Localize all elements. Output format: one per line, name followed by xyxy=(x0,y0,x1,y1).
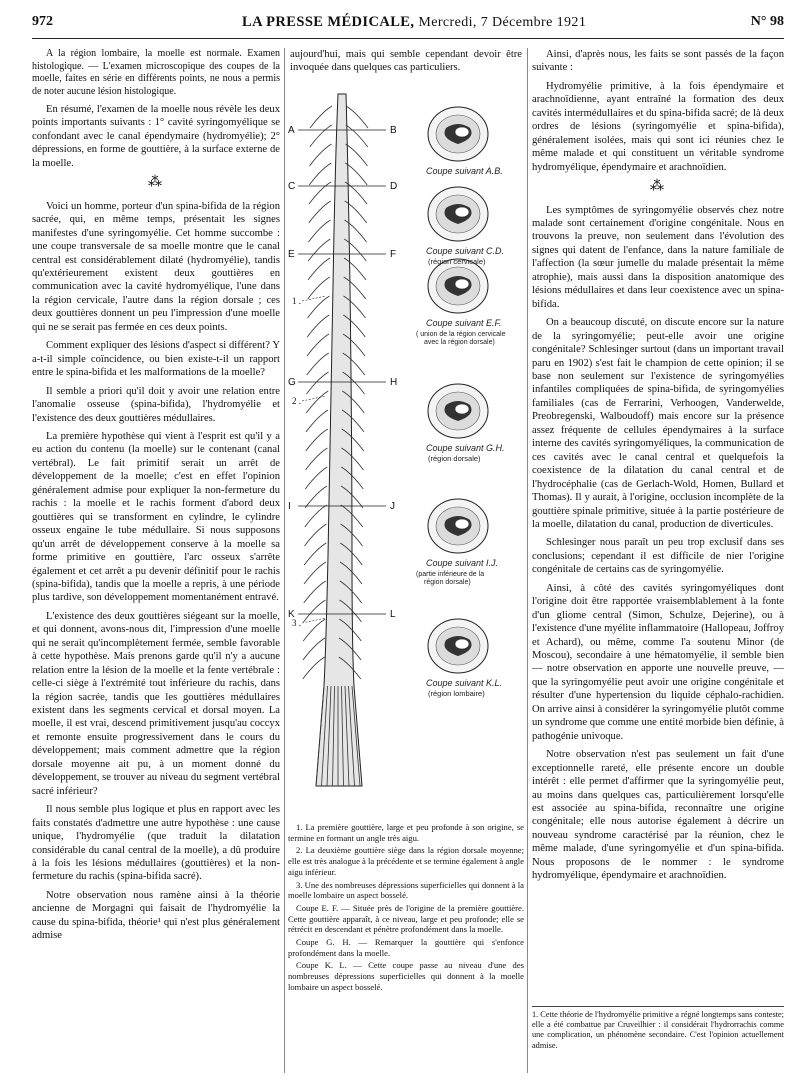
nerve-root xyxy=(309,182,331,204)
central-cavity xyxy=(455,639,469,649)
section-label-left: A xyxy=(288,125,295,136)
cross-section xyxy=(428,384,488,438)
nerve-root xyxy=(310,125,332,147)
footnote: 1. Cette théorie de l'hydromyélie primitive a régné longtemps sans conteste; elle a été combattue par Cruveilhier : il considérait l'hydrorrachis comme une complication, un phénomène secondaire. C'est l'opinion actuellement admise. xyxy=(532,1006,784,1051)
paragraph: Ainsi, à côté des cavités syringomyéliques dont l'origine doit être rapportée vraisemblablement à la fonte d'un gliome central (Simon, Schulze, Dejerine), ou à l'existence d'une myélite inflammatoire (Hallopeau, Joffroy et Achard), ou même, comme l'a soutenu Minor (de Moscou), secondaire à une hématomyélie, il semble bien — notre observation en apporte une nouvelle preuve, — que la syringomyélie peut avoir une origine congénitale et résulter d'une hypertension du liquide céphalo-rachidien. On arrive ainsi à considérer la syringomyélie plutôt comme un syndrome que comme une entité morbide bien définie, à pathogénie univoque. xyxy=(532,582,784,742)
section-stars: ⁂ xyxy=(148,175,164,191)
issue-date: Mercredi, 7 Décembre 1921 xyxy=(418,15,587,30)
legend-item: Coupe G. H. — Remarquer la gouttière qui s'enfonce profondément dans la moelle. xyxy=(288,937,524,958)
section-caption-sub: ( union de la région cervicale xyxy=(416,331,506,338)
central-cavity xyxy=(455,127,469,137)
paragraph: Il semble a priori qu'il doit y avoir une relation entre l'anomalie osseuse (spina-bifida), l'hydromyélie et l'existence des deux gouttières médullaires. xyxy=(32,385,280,424)
nerve-root xyxy=(306,448,328,470)
cross-section xyxy=(428,619,488,673)
journal-name: LA PRESSE MÉDICALE, xyxy=(242,14,415,30)
paragraph: Schlesinger nous paraît un peu trop exclusif dans ses conclusions; cependant il est difficile de nier l'origine congénitale de certains cas de syringomyélie. xyxy=(532,537,784,576)
section-label-left: K xyxy=(288,609,295,620)
section-caption-sub: avec la région dorsale) xyxy=(424,339,495,346)
page-number: 972 xyxy=(32,14,53,29)
paragraph: Comment expliquer des lésions d'aspect si différent? Y a-t-il simple coïncidence, ou bien existe-t-il un rapport entre le spina-bifida et les malformations de la moelle? xyxy=(32,340,280,379)
nerve-root xyxy=(307,372,329,394)
paragraph: En résumé, l'examen de la moelle nous révèle les deux points importants suivants : 1° cavité syringomyélique se confondant avec le canal épendymaire (hydromyélie); 2° dépressions, en forme de gouttière, à la surface externe de la moelle. xyxy=(32,104,280,169)
paragraph: Hydromyélie primitive, à la fois épendymaire et arachnoïdienne, ayant entraîné la formation des deux cavités intermédullaires et du spina-bifida sacré; de là deux ordres de lésions (syringomyélie et spina-bifida), généralement isolées, mais qui sont ici réunies chez le même malade et qui constituent un véritable syndrome hydromyélique, épendymaire et arachnoïdien. xyxy=(532,80,784,173)
pointer-number: 2 . xyxy=(292,396,301,406)
nerve-root xyxy=(309,220,331,242)
nerve-root xyxy=(308,239,330,261)
central-cavity xyxy=(455,207,469,217)
section-label-right: J xyxy=(390,501,395,512)
column-left xyxy=(32,48,280,1073)
legend-item: Coupe E. F. — Située près de l'origine de la première gouttière. Cette gouttière apparaît, à ce niveau, large et peu profonde; elle se rétrécit en descendant et pénètre profondément dans la moelle. xyxy=(288,902,524,935)
section-caption: Coupe suivant G.H. xyxy=(426,443,505,453)
nerve-root xyxy=(304,600,326,622)
cross-section xyxy=(428,259,488,313)
figure-legend xyxy=(288,822,524,995)
journal-title xyxy=(242,14,586,31)
paragraph: A la région lombaire, la moelle est normale. Examen histologique. — L'examen microscopique des coupes de la moelle, faites en série en différents points, ne nous a permis de noter aucune lésion histologique. xyxy=(32,48,280,97)
nerve-root xyxy=(309,201,331,223)
cross-section xyxy=(428,187,488,241)
nerve-root xyxy=(308,258,330,280)
nerve-root xyxy=(303,657,325,679)
spinal-cord-figure xyxy=(286,86,524,816)
section-stars: ⁂ xyxy=(650,179,666,195)
paragraph: On a beaucoup discuté, on discute encore sur la nature de la syringomyélie; peut-elle avoir une origine congénitale? Schlesinger surtout (dans un important travail paru en 1902) s'est fait le champion de cette opinion; il se base non seulement sur l'existence de syringomyélies infantiles compliquées de spina-bifida, de syringomyélies familiales (cas de Ferrarini, Verhoogen, Vanderwelde, Preobregenski, Walboudoff) mais encore sur la présence assez fréquente de cellules épendymaires à la surface interne des cavités syringomyéliques, la communication de ces cavités avec le canal central et quelquefois la coexistence de la dilatation du canal central et de l'hydrocéphalie (cas de Gerlach-Wold, Homen, Bullard et Thomas). Il y aurait, à l'origine, occlusion incomplète de la gouttière spinale primitive, située à la partie postérieure de la moelle, dilatation du canal, production de diverticules. xyxy=(532,317,784,530)
section-label-left: G xyxy=(288,377,296,388)
central-cavity xyxy=(455,404,469,414)
nerve-root xyxy=(306,410,328,432)
cross-section xyxy=(428,107,488,161)
column-right xyxy=(532,48,784,1073)
section-caption: Coupe suivant A.B. xyxy=(426,166,503,176)
nerve-root xyxy=(310,144,332,166)
section-caption: Coupe suivant C.D. xyxy=(426,246,505,256)
nerve-root xyxy=(303,638,325,660)
nerve-root xyxy=(304,562,326,584)
legend-item: 1. La première gouttière, large et peu profonde à son origine, se termine en formant un angle très aigu. xyxy=(288,822,524,843)
section-caption-sub: (région lombaire) xyxy=(428,689,485,698)
section-caption: Coupe suivant I.J. xyxy=(426,558,499,568)
nerve-root xyxy=(304,543,326,565)
nerve-root xyxy=(346,144,368,166)
column-rule xyxy=(527,48,528,1073)
paragraph: Il nous semble plus logique et plus en rapport avec les faits constatés d'admettre une autre hypothèse : une cause unique, l'hydromyélie (que traduit la dilatation considérable du canal central de la moelle), a dû produire à la fois les lésions médullaires (gouttières) et la non-fermeture du rachis (spina-bifida sacré). xyxy=(32,804,280,883)
section-caption: Coupe suivant K.L. xyxy=(426,678,503,688)
pointer-line xyxy=(302,296,326,301)
nerve-root xyxy=(307,334,329,356)
nerve-root xyxy=(305,505,327,527)
column-middle-text: aujourd'hui, mais qui semble cependant devoir être invoquée dans quelques cas particuliers. xyxy=(290,49,522,74)
section-caption-sub: (partie inférieure de la xyxy=(416,571,485,578)
section-caption: Coupe suivant E.F. xyxy=(426,318,502,328)
legend-item: 2. La deuxième gouttière siège dans la région dorsale moyenne; elle est très analogue à la précédente et se termine également à angle aigu inférieur. xyxy=(288,845,524,877)
nerve-root xyxy=(346,125,368,147)
nerve-root xyxy=(307,315,329,337)
central-cavity xyxy=(455,279,469,289)
pointer-line xyxy=(302,396,326,401)
paragraph: L'existence des deux gouttières siégeant sur la moelle, et qui donnent, avons-nous dit, l'impression d'une moelle qui ne serait qu'incomplètement fermée, semble favorable à cette hypothèse. Mais prenons garde qu'il n'y a aucune relation entre la lésion de la moelle et la fente vertébrale : celle-ci siège à l'extrémité tout inférieure du rachis, dans la région sacrée, tandis que les gouttières médullaires existent dans les segments cervical et dorsal moyen. La moelle, il est vrai, descend primitivement jusqu'au coccyx et remonte ensuite progressivement dans le cours du développement; mais comment admettre que la région dorsale moyenne ait pu, à un moment donné du développement, se trouver au niveau du segment vertébral sacré inférieur? xyxy=(32,610,280,797)
section-caption-sub: (région dorsale) xyxy=(428,454,481,463)
section-label-right: B xyxy=(390,125,397,136)
paragraph: Voici un homme, porteur d'un spina-bifida de la région sacrée, qui, en même temps, présentait les signes manifestes d'une syringomyélie. Cet homme succombe : une coupe transversale de sa moelle montre que le canal central est considérablement dilaté (hydromyélie), tandis qu'extérieurement existent deux gouttières en communication avec la cavité hydromyélique, l'une dans la région cervicale, l'autre dans la région dorsale ; ces deux gouttières donnent un peu l'impression d'une moelle qui ne se serait pas fermée en ces deux points. xyxy=(32,200,280,333)
nerve-root xyxy=(305,467,327,489)
section-label-left: I xyxy=(288,501,291,512)
section-label-right: F xyxy=(390,249,397,260)
column-rule xyxy=(284,48,285,1073)
paragraph: Les symptômes de syringomyélie observés chez notre malade sont certainement d'origine congénitale. Nous en trouvons la preuve, non seulement dans l'évolution des signes qui datent de l'enfance, dans la nature familiale de l'affection (la sœur jumelle du malade présentait la même atrophie), mais aussi dans la disposition anatomique des lésions médullaires et dans leur coexistence avec un spina-bifida. xyxy=(532,204,784,310)
nerve-root xyxy=(304,581,326,603)
nerve-root xyxy=(305,486,327,508)
section-caption-sub: (région cervicale) xyxy=(428,257,486,266)
nerve-root xyxy=(305,524,327,546)
section-label-left: C xyxy=(288,181,296,192)
nerve-root xyxy=(310,106,332,128)
central-cavity xyxy=(455,519,469,529)
issue-number: N° 98 xyxy=(750,14,784,29)
page-header xyxy=(32,14,784,39)
nerve-root xyxy=(307,353,329,375)
legend-item: 3. Une des nombreuses dépressions superficielles qui donnent à la moelle lombaire un aspect bosselé. xyxy=(288,879,524,901)
nerve-root xyxy=(309,163,331,185)
nerve-root xyxy=(306,429,328,451)
paragraph: La première hypothèse qui vient à l'esprit est qu'il y a eu action du contenu (la moelle) sur le contenant (canal vertébral). Le fait primitif serait un arrêt de développement de la moelle; c'est en effet l'opinion généralement admise pour expliquer la non-fermeture du rachis : la moelle et le rachis forment d'abord deux gouttières qui se transforment en cylindre, le cylindre osseux engaine le tube médullaire. Si nous supposons qu'un arrêt de développement conserve à la moelle sa forme primitive en gouttière, l'arc osseux s'arrête également et cet arrêt a pu devenir définitif pour le rachis (spina-bifida), tandis que la moelle a repris, à une période plus tardive, son développement momentanément entravé. xyxy=(32,430,280,604)
section-label-right: D xyxy=(390,181,398,192)
legend-item: Coupe K. L. — Cette coupe passe au niveau d'une des nombreuses dépressions superficielles qui donnent à la moelle lombaire un aspect bosselé. xyxy=(288,960,524,992)
paragraph: Notre observation nous ramène ainsi à la théorie ancienne de Morgagni qui faisait de l'hydromyélie la cause du spina-bifida, théorie¹ qui n'est plus généralement admise xyxy=(32,889,280,942)
pointer-number: 1 . xyxy=(292,296,301,306)
section-label-right: L xyxy=(390,609,396,620)
cross-section xyxy=(428,499,488,553)
section-caption-sub: région dorsale) xyxy=(424,579,471,586)
paragraph: Ainsi, d'après nous, les faits se sont passés de la façon suivante : xyxy=(532,49,784,74)
nerve-root xyxy=(346,106,368,128)
section-label-right: H xyxy=(390,377,398,388)
paragraph: Notre observation n'est pas seulement un fait d'une exceptionnelle rareté, elle présente encore un double intérêt : elle permet d'affirmer que la syringomyélie peut, au moins dans quelques cas, particulièrement lorsqu'elle est associée au spina-bifida, reconnaître une origine congénitale; elle nous autorise également à décrire un nouveau syndrome caractérisé par la réunion, chez le même malade, d'une syringomyélie et d'un spina-bifida. Nous proposons de le nommer : le syndrome hydromyélique, épendymaire et arachnoïdien. xyxy=(532,749,784,882)
pointer-number: 3 . xyxy=(292,618,301,628)
nerve-root xyxy=(306,391,328,413)
section-label-left: E xyxy=(288,249,295,260)
nerve-root xyxy=(308,277,330,299)
